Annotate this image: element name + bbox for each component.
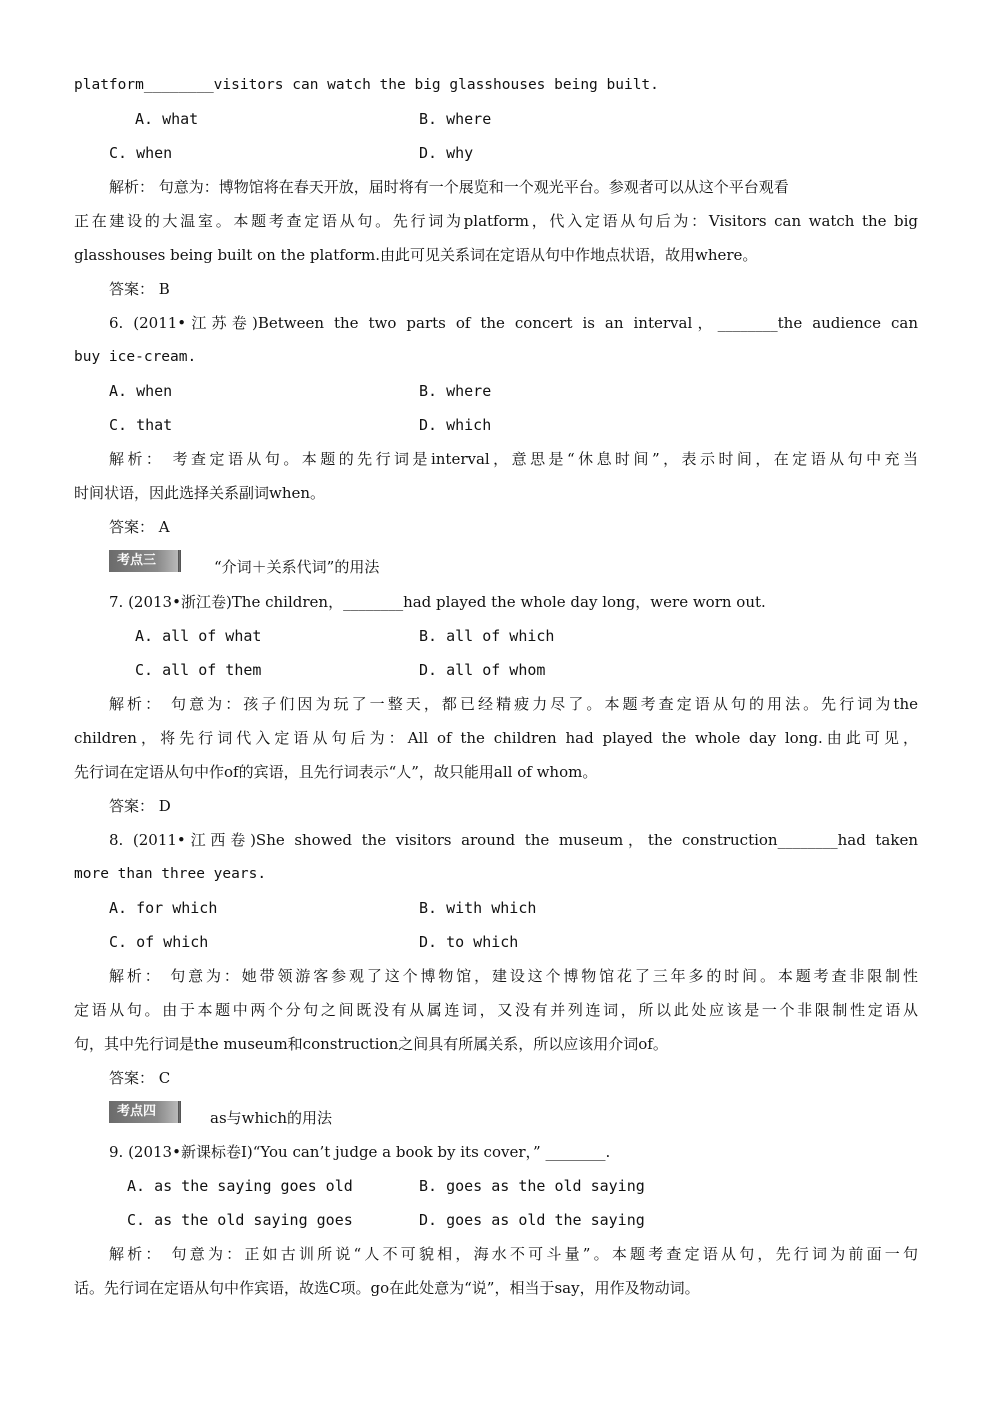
- q7-option-a: A. all of what: [135, 627, 262, 645]
- q5-explanation-line-1: 解析： 句意为：博物馆将在春天开放，届时将有一个展览和一个观光平台。参观者可以从这个平台观看: [109, 178, 789, 196]
- q7-explanation-line-2: children，将先行词代入定语从句后为：All of the children had played the whole day long.由此可见，: [74, 729, 918, 747]
- q9-explanation-line-2: 话。先行词在定语从句中作宾语，故选C项。go在此处意为“说”，相当于say，用作及物动词。: [74, 1279, 700, 1297]
- q5-option-d: D. why: [419, 144, 474, 162]
- q8-option-a: A. for which: [109, 899, 218, 917]
- q6-stem-line-1: 6. (2011•江苏卷)Between the two parts of the concert is an interval，________the audience can: [109, 314, 918, 332]
- section-badge-3: 考点三: [109, 550, 181, 572]
- q9-option-a: A. as the saying goes old: [127, 1177, 353, 1195]
- q9-option-d: D. goes as old the saying: [419, 1211, 645, 1229]
- q5-explanation-line-3: glasshouses being built on the platform.由此可见关系词在定语从句中作地点状语，故用where。: [74, 246, 758, 264]
- q7-stem: 7. (2013•浙江卷)The children，________had played the whole day long，were worn out.: [109, 593, 766, 611]
- q6-stem-line-2: buy ice-cream.: [74, 349, 197, 365]
- q8-option-b: B. with which: [419, 899, 537, 917]
- q6-option-c: C. that: [109, 416, 173, 434]
- q7-option-b: B. all of which: [419, 627, 555, 645]
- q6-option-d: D. which: [419, 416, 492, 434]
- q5-stem-continued: platform________visitors can watch the big glasshouses being built.: [74, 77, 659, 93]
- q8-option-c: C. of which: [109, 933, 209, 951]
- q5-option-b: B. where: [419, 110, 492, 128]
- q5-option-a: A. what: [135, 110, 199, 128]
- q7-explanation-line-3: 先行词在定语从句中作of的宾语，且先行词表示“人”，故只能用all of whom。: [74, 763, 598, 781]
- section-title-3: “介词＋关系代词”的用法: [214, 558, 380, 576]
- q8-stem-line-2: more than three years.: [74, 866, 267, 882]
- q7-option-d: D. all of whom: [419, 661, 546, 679]
- q5-option-c: C. when: [109, 144, 173, 162]
- q8-explanation-line-2: 定语从句。由于本题中两个分句之间既没有从属连词，又没有并列连词，所以此处应该是一个非限制性定语从: [74, 1001, 918, 1019]
- q6-option-b: B. where: [419, 382, 492, 400]
- q8-answer: 答案： C: [109, 1069, 171, 1087]
- q7-option-c: C. all of them: [135, 661, 262, 679]
- section-badge-4: 考点四: [109, 1101, 181, 1123]
- q8-explanation-line-3: 句，其中先行词是the museum和construction之间具有所属关系，所以应该用介词of。: [74, 1035, 668, 1053]
- q5-explanation-line-2: 正在建设的大温室。本题考查定语从句。先行词为platform，代入定语从句后为：Visitors can watch the big: [74, 212, 918, 230]
- q9-stem: 9. (2013•新课标卷Ⅰ)“You can’t judge a book by its cover，” ________.: [109, 1143, 611, 1161]
- q8-stem-line-1: 8. (2011•江西卷)She showed the visitors around the museum，the construction________had taken: [109, 831, 918, 849]
- q7-explanation-line-1: 解析： 句意为：孩子们因为玩了一整天，都已经精疲力尽了。本题考查定语从句的用法。先行词为the: [109, 695, 918, 713]
- q6-explanation-line-1: 解析： 考查定语从句。本题的先行词是interval，意思是“休息时间”，表示时间，在定语从句中充当: [109, 450, 918, 468]
- q5-answer: 答案： B: [109, 280, 170, 298]
- q9-option-b: B. goes as the old saying: [419, 1177, 645, 1195]
- q6-answer: 答案： A: [109, 518, 170, 536]
- q8-option-d: D. to which: [419, 933, 519, 951]
- q6-option-a: A. when: [109, 382, 173, 400]
- q6-explanation-line-2: 时间状语，因此选择关系副词when。: [74, 484, 326, 502]
- q8-explanation-line-1: 解析： 句意为：她带领游客参观了这个博物馆，建设这个博物馆花了三年多的时间。本题考查非限制性: [109, 967, 918, 985]
- q9-option-c: C. as the old saying goes: [127, 1211, 353, 1229]
- q9-explanation-line-1: 解析： 句意为：正如古训所说“人不可貌相，海水不可斗量”。本题考查定语从句，先行词为前面一句: [109, 1245, 918, 1263]
- q7-answer: 答案： D: [109, 797, 171, 815]
- section-title-4: as与which的用法: [210, 1109, 332, 1127]
